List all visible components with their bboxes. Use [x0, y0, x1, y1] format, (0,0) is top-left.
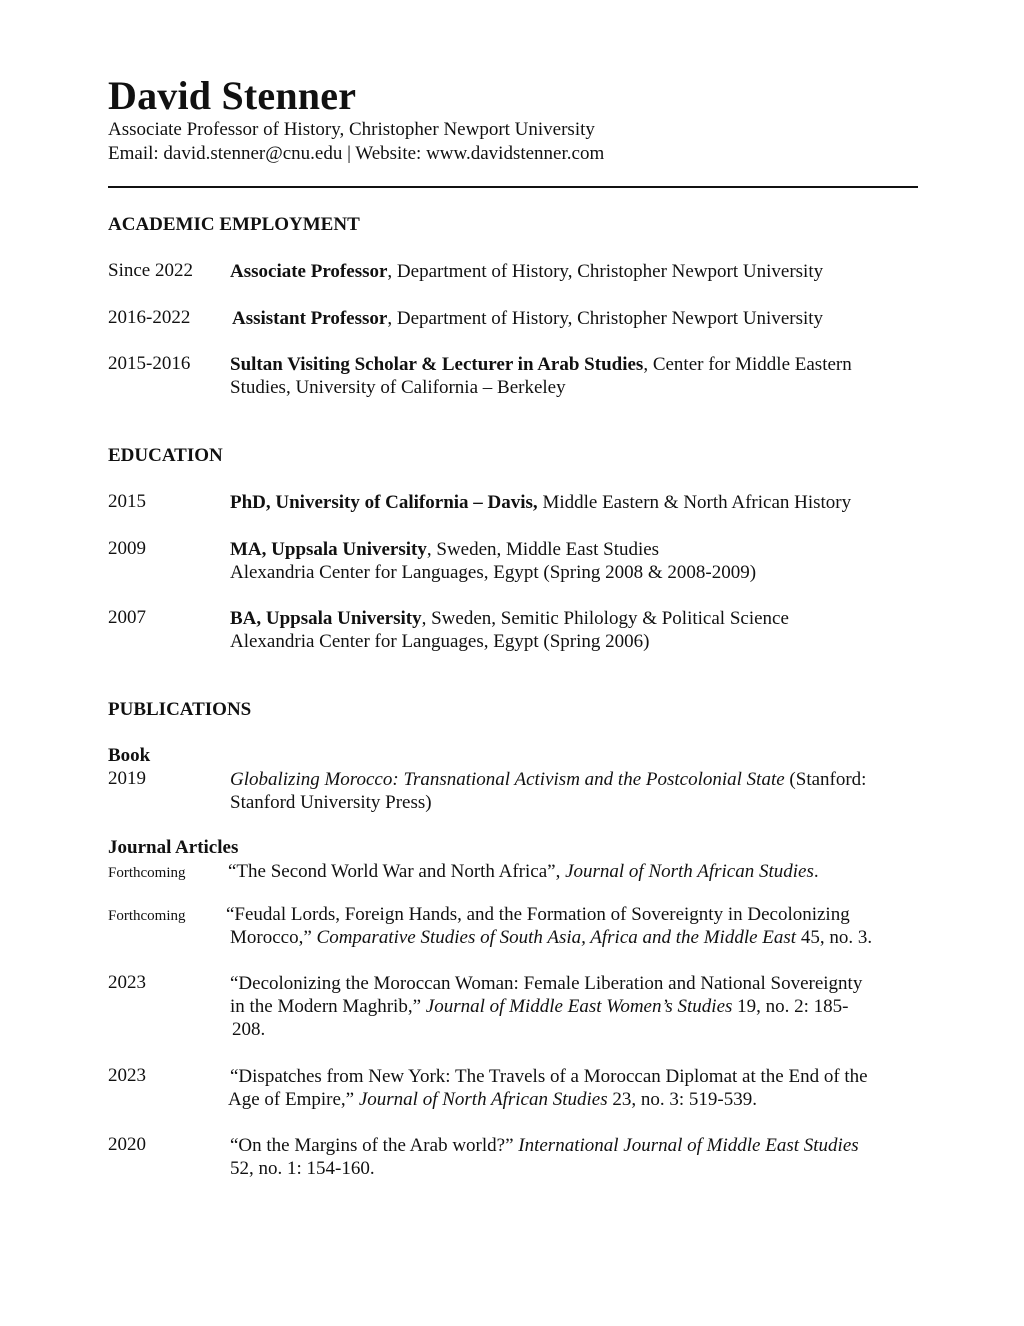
- book-entry: [230, 768, 866, 814]
- section-heading-education: EDUCATION: [108, 445, 223, 466]
- employment-role: Associate Professor: [230, 261, 388, 282]
- book-publisher-line2: Stanford University Press): [230, 792, 432, 813]
- article-title: “Dispatches from New York: The Travels of a Moroccan Diplomat at the End of the: [230, 1066, 868, 1087]
- section-heading-employment: ACADEMIC EMPLOYMENT: [108, 214, 360, 235]
- article-title: “On the Margins of the Arab world?”: [230, 1135, 519, 1156]
- employment-detail: , Department of History, Christopher Newport University: [387, 308, 824, 329]
- article-citation: 23, no. 3: 519-539.: [607, 1089, 757, 1110]
- education-entry: [230, 538, 756, 584]
- education-detail: Middle Eastern & North African History: [537, 492, 852, 513]
- education-degree: BA, Uppsala University: [230, 608, 422, 629]
- article-title-cont: Morocco,”: [230, 927, 317, 948]
- education-entry: [230, 491, 851, 514]
- employment-entry: [232, 307, 823, 330]
- education-date: 2015: [108, 491, 146, 512]
- employment-detail: , Department of History, Christopher Newport University: [387, 261, 824, 282]
- article-citation-cont: 208.: [232, 1019, 266, 1040]
- education-date: 2007: [108, 607, 146, 628]
- employment-date: 2015-2016: [108, 353, 191, 374]
- article-entry: [230, 1134, 859, 1180]
- education-detail-line2: Alexandria Center for Languages, Egypt (Spring 2008 & 2008-2009): [230, 562, 757, 583]
- employment-detail: , Center for Middle Eastern: [643, 354, 852, 375]
- article-date: 2023: [108, 972, 146, 993]
- article-date: 2023: [108, 1065, 146, 1086]
- employment-date: Since 2022: [108, 260, 193, 281]
- education-date: 2009: [108, 538, 146, 559]
- article-journal: International Journal of Middle East Studies: [518, 1135, 859, 1156]
- article-entry: [228, 860, 819, 883]
- article-citation: 52, no. 1: 154-160.: [230, 1158, 375, 1179]
- subheading-journal-articles: Journal Articles: [108, 837, 239, 858]
- article-entry: [226, 903, 872, 949]
- article-journal: Journal of Middle East Women’s Studies: [425, 996, 733, 1017]
- article-title-cont: Age of Empire,”: [228, 1089, 359, 1110]
- position-title: Associate Professor of History, Christopher Newport University: [108, 119, 595, 140]
- book-date: 2019: [108, 768, 146, 789]
- subheading-book: Book: [108, 745, 151, 766]
- article-punctuation: .: [813, 861, 819, 882]
- article-title-cont: in the Modern Maghrib,”: [230, 996, 426, 1017]
- article-journal: Journal of North African Studies: [358, 1089, 608, 1110]
- education-detail-line2: Alexandria Center for Languages, Egypt (Spring 2006): [230, 631, 650, 652]
- section-heading-publications: PUBLICATIONS: [108, 699, 252, 720]
- education-degree: MA, Uppsala University: [230, 539, 427, 560]
- contact-line: Email: david.stenner@cnu.edu | Website: www.davidstenner.com: [108, 143, 605, 164]
- education-degree: PhD, University of California – Davis,: [230, 492, 538, 513]
- cv-name: David Stenner: [108, 73, 357, 118]
- article-date: Forthcoming: [108, 908, 186, 924]
- employment-detail-line2: Studies, University of California – Berkeley: [230, 377, 566, 398]
- employment-role: Sultan Visiting Scholar & Lecturer in Arab Studies: [230, 354, 644, 375]
- article-title: “Decolonizing the Moroccan Woman: Female Liberation and National Sovereignty: [230, 973, 863, 994]
- article-date: 2020: [108, 1134, 146, 1155]
- employment-entry: [230, 353, 852, 399]
- article-date: Forthcoming: [108, 865, 186, 881]
- article-journal: Comparative Studies of South Asia, Africa and the Middle East: [316, 927, 797, 948]
- employment-date: 2016-2022: [108, 307, 191, 328]
- article-title: “Feudal Lords, Foreign Hands, and the Formation of Sovereignty in Decolonizing: [226, 904, 850, 925]
- education-detail: , Sweden, Middle East Studies: [426, 539, 660, 560]
- article-entry: [230, 972, 862, 1041]
- header-divider: [108, 186, 918, 188]
- education-detail: , Sweden, Semitic Philology & Political Science: [421, 608, 789, 629]
- book-title: Globalizing Morocco: Transnational Activism and the Postcolonial State: [230, 769, 785, 790]
- article-citation: 19, no. 2: 185-: [732, 996, 849, 1017]
- article-journal: Journal of North African Studies: [565, 861, 814, 882]
- article-entry: [228, 1065, 868, 1111]
- education-entry: [230, 607, 789, 653]
- employment-role: Assistant Professor: [232, 308, 388, 329]
- article-citation: 45, no. 3.: [796, 927, 873, 948]
- article-title: “The Second World War and North Africa”,: [228, 861, 566, 882]
- book-publisher: (Stanford:: [784, 769, 867, 790]
- employment-entry: [230, 260, 823, 283]
